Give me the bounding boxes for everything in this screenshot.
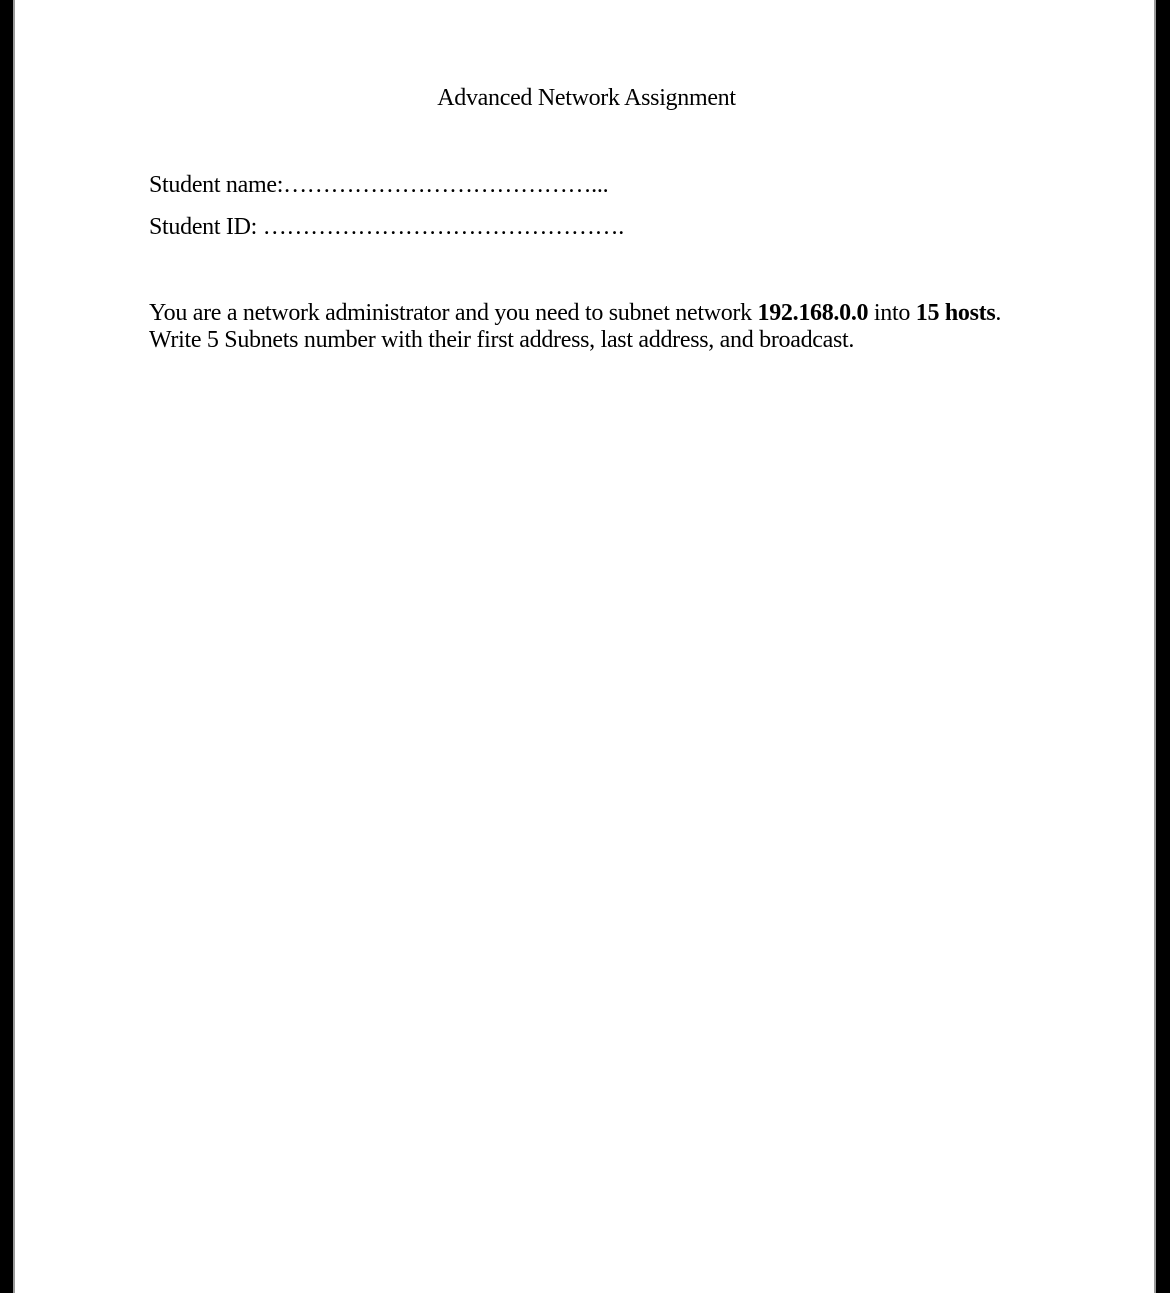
host-count: 15 hosts (915, 300, 996, 326)
question-line-1 (149, 300, 1049, 327)
student-name-field: Student name:…………………………………... (149, 172, 609, 198)
network-address: 192.168.0.0 (757, 300, 869, 326)
document-title: Advanced Network Assignment (437, 85, 736, 111)
question-text-a: You are a network administrator and you need to subnet network (149, 300, 758, 326)
question-line-2: Write 5 Subnets number with their first address, last address, and broadcast. (149, 327, 855, 353)
assignment-question (149, 300, 1049, 354)
document-page (13, 0, 1156, 1293)
question-text-c: . (995, 300, 1002, 326)
question-text-b: into (868, 300, 916, 326)
student-id-field: Student ID: ………………………………………. (149, 214, 624, 240)
